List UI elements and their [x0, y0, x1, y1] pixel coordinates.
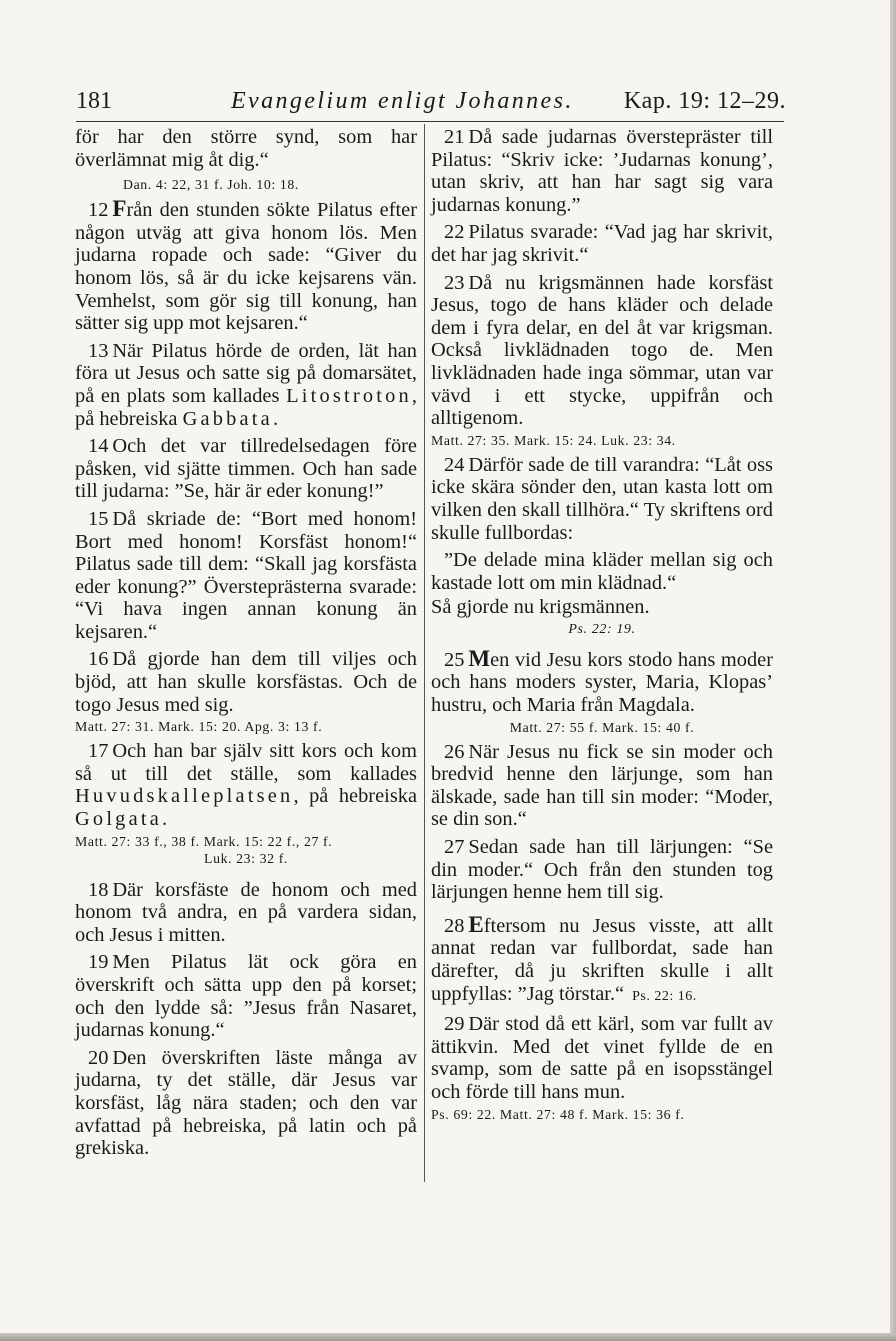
verse-14	[75, 435, 417, 503]
cross-reference: Matt. 27: 55 f. Mark. 15: 40 f.	[509, 719, 695, 735]
verse-number: 14	[88, 435, 109, 458]
verse-number: 20	[88, 1046, 109, 1069]
verse-29	[431, 1013, 773, 1103]
page-bottom-shadow	[0, 1333, 896, 1341]
cross-reference: Dan. 4: 22, 31 f. Joh. 10: 18.	[123, 177, 299, 193]
verse-number: 25	[444, 648, 465, 671]
verse-28	[431, 911, 773, 1008]
page-edge-shadow	[890, 0, 896, 1341]
scripture-quote-continued: Så gjorde nu krigsmännen.	[431, 596, 650, 619]
verse-27	[431, 836, 773, 904]
verse-text: När Jesus nu fick se sin moder och bredvid henne den lärjunge, som han älskade, sade han till sin moder: “Moder, se din son.“	[431, 740, 773, 831]
verse-number: 24	[444, 453, 465, 476]
verse-text: Sedan sade han till lärjungen: “Se din moder.“ Och från den stunden tog lärjungen henne hem till sig.	[431, 836, 773, 904]
verse-text: .	[272, 407, 279, 430]
verse-number: 13	[88, 339, 109, 362]
verse-15	[75, 508, 417, 644]
verse-13	[75, 340, 417, 430]
verse-number: 16	[88, 648, 109, 671]
verse-number: 18	[88, 878, 109, 901]
verse-number: 23	[444, 271, 465, 294]
place-name: Gabbata	[182, 407, 273, 430]
section-initial: E	[468, 911, 484, 937]
verse-17	[75, 740, 417, 830]
verse-text: Då gjorde han dem till viljes och bjöd, att han skulle korsfästas. Och de togo Jesus med sig.	[75, 648, 417, 716]
verse-text: Men Pilatus lät ock göra en överskrift och sätta upp den på korset; och den lydde så: ”Jesus från Nasaret, judarnas konung.“	[75, 951, 417, 1042]
verse-text: När Pilatus hörde de orden, lät han föra ut Jesus och satte sig på domarsätet, på en plats som kallades	[75, 339, 417, 407]
verse-text: Och han bar själv sitt kors och kom så ut till det ställe, som kallades	[75, 740, 417, 785]
verse-11-continued	[75, 126, 417, 171]
verse-text: rån den stunden sökte Pilatus efter någon utväg att giva honom lös. Men judarna ropade och sade: “Giver du honom lös, så är du icke kejsarens vän. Vemhelst, som gör sig till konung, han sätter sig upp mot kejsaren.“	[75, 199, 417, 335]
verse-text: , på hebreiska	[75, 384, 417, 430]
verse-text: Där korsfäste de honom och med honom två andra, en på vardera sidan, och Jesus i mitten.	[75, 878, 417, 946]
verse-number: 29	[444, 1013, 465, 1036]
cross-reference: Ps. 22: 19.	[568, 621, 636, 637]
cross-reference: Matt. 27: 33 f., 38 f. Mark. 15: 22 f., 27 f.	[75, 833, 333, 849]
book-title: Evangelium enligt Johannes.	[231, 88, 574, 114]
right-column	[431, 126, 773, 1128]
verse-19	[75, 951, 417, 1041]
verse-number: 22	[444, 221, 465, 244]
column-divider	[424, 124, 425, 1182]
place-name: Huvudskalleplatsen	[75, 785, 294, 808]
chapter-range: Kap. 19: 12–29.	[623, 88, 786, 114]
cross-reference: Ps. 69: 22. Matt. 27: 48 f. Mark. 15: 36 f.	[431, 1106, 685, 1122]
verse-text: Då skriade de: “Bort med honom! Bort med honom! Korsfäst honom!“ Pilatus sade till dem: “Skall jag korsfästa eder konung?” Översteprästerna svarade: “Vi hava ingen annan konung än kejsaren.“	[75, 507, 417, 643]
verse-number: 19	[88, 951, 109, 974]
cross-reference: Ps. 22: 16.	[632, 988, 697, 1004]
verse-12	[75, 198, 417, 335]
cross-reference: Luk. 23: 32 f.	[204, 850, 288, 866]
verse-21	[431, 126, 773, 216]
place-name: Litostroton	[286, 384, 412, 407]
page-number: 181	[76, 88, 112, 114]
verse-text: .	[161, 808, 168, 831]
verse-text: för har den större synd, som har överlämnat mig åt dig.“	[75, 126, 417, 171]
verse-16	[75, 648, 417, 716]
verse-text: Pilatus svarade: “Vad jag har skrivit, det har jag skrivit.“	[431, 221, 773, 266]
cross-reference: Matt. 27: 31. Mark. 15: 20. Apg. 3: 13 f.	[75, 719, 323, 735]
verse-text: Och det var tillredelsedagen före påsken, vid sjätte timmen. Och han sade till judarna: ”Se, här är eder konung!”	[75, 435, 417, 503]
verse-number: 27	[444, 836, 465, 859]
verse-26	[431, 741, 773, 831]
verse-25	[431, 645, 773, 717]
verse-text: Där stod då ett kärl, som var fullt av ättikvin. Med det vinet fyllde de en svamp, som de satte på en isopsstängel och förde till hans mun.	[431, 1013, 773, 1103]
verse-number: 26	[444, 740, 465, 763]
left-column	[75, 126, 417, 1165]
place-name: Golgata	[75, 808, 162, 831]
verse-number: 28	[444, 914, 465, 937]
verse-text: Den överskriften läste många av judarna, ty det ställe, där Jesus var korsfäst, låg nära staden; och den var avfattad på hebreiska, på latin och på grekiska.	[75, 1046, 417, 1160]
verse-number: 12	[88, 199, 109, 222]
verse-text: , på hebreiska	[293, 785, 417, 808]
scripture-quote: ”De delade mina kläder mellan sig och kastade lott om min klädnad.“	[431, 549, 773, 594]
header-rule	[76, 121, 784, 122]
verse-23	[431, 272, 773, 430]
verse-text: Då nu krigsmännen hade korsfäst Jesus, togo de hans kläder och delade dem i fyra delar, en del åt var krigsman. Också livklädnaden togo de. Men livklädnaden hade inga sömmar, utan var vävd i ett stycke, uppifrån och alltigenom.	[431, 271, 773, 430]
running-header	[76, 84, 786, 118]
verse-text: ftersom nu Jesus visste, att allt annat redan var fullbordat, sade han därefter, då ju skriften skulle i allt uppfyllas: ”Jag törstar.“	[431, 914, 773, 1005]
verse-24	[431, 454, 773, 544]
verse-number: 15	[88, 507, 109, 530]
verse-22	[431, 221, 773, 266]
section-initial: M	[468, 645, 491, 671]
verse-18	[75, 879, 417, 947]
cross-reference: Matt. 27: 35. Mark. 15: 24. Luk. 23: 34.	[431, 432, 676, 448]
verse-text: en vid Jesu kors stodo hans moder och hans moders syster, Maria, Klopas’ hustru, och Maria från Magdala.	[431, 648, 773, 717]
verse-20	[75, 1047, 417, 1160]
verse-number: 17	[88, 740, 109, 763]
verse-text: Då sade judarnas överstepräster till Pilatus: “Skriv icke: ’Judarnas konung’, utan skriv, att han har sagt sig vara judarnas konung.”	[431, 126, 773, 216]
verse-number: 21	[444, 126, 465, 148]
section-initial: F	[112, 196, 127, 222]
verse-text: Därför sade de till varandra: “Låt oss icke skära sönder den, utan kasta lott om vilken den skall tillhöra.“ Ty skriftens ord skulle fullbordas:	[431, 453, 773, 544]
